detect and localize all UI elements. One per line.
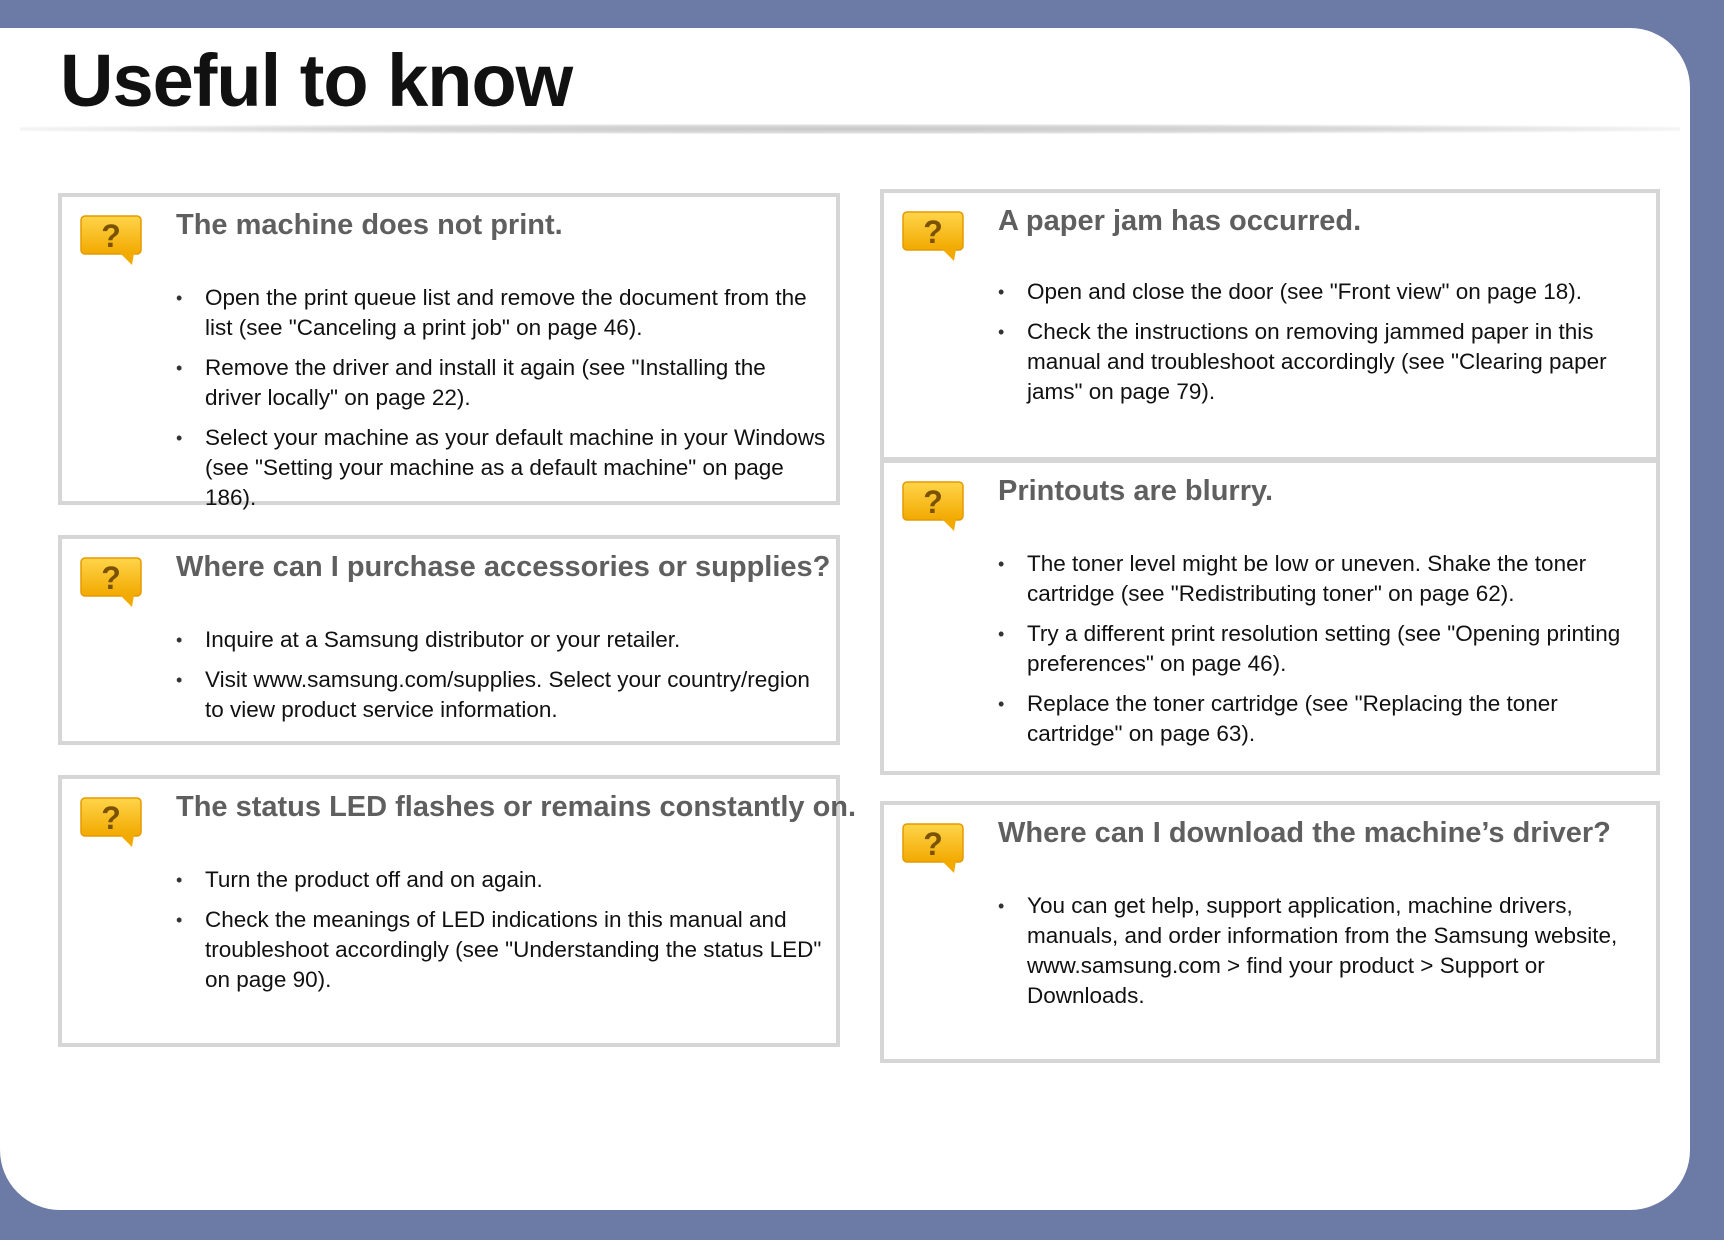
- question-icon: [80, 557, 142, 607]
- faq-answer-item: • Replace the toner cartridge (see "Replacing the toner cartridge" on page 63).: [998, 689, 1646, 749]
- svg-text:?: ?: [101, 800, 121, 836]
- faq-question: Where can I purchase accessories or supplies?: [176, 551, 831, 583]
- faq-answer-item: • Check the instructions on removing jammed paper in this manual and troubleshoot accordingly (see "Clearing paper jams" on page 79).: [998, 317, 1646, 407]
- faq-answer-item: • Turn the product off and on again.: [176, 865, 826, 895]
- question-icon: [902, 481, 964, 531]
- faq-question: Printouts are blurry.: [998, 475, 1274, 507]
- faq-answer-item: • Open and close the door (see "Front view" on page 18).: [998, 277, 1646, 307]
- faq-box-machine-not-print: [58, 193, 840, 510]
- faq-answer-item: • Try a different print resolution setting (see "Opening printing preferences" on page 46).: [998, 619, 1646, 679]
- svg-text:?: ?: [923, 484, 943, 520]
- faq-answer-list: [176, 283, 826, 523]
- faq-box-paper-jam: [880, 189, 1660, 461]
- faq-answer-item: • Visit www.samsung.com/supplies. Select your country/region to view product service information.: [176, 665, 826, 725]
- faq-answer-item: • You can get help, support application, machine drivers, manuals, and order information from the Samsung website, www.samsung.com > find your product > Support or Downloads.: [998, 891, 1646, 1011]
- faq-question: The machine does not print.: [176, 209, 563, 241]
- faq-answer-item: • The toner level might be low or uneven. Shake the toner cartridge (see "Redistributing toner" on page 62).: [998, 549, 1646, 609]
- faq-answer-item: • Open the print queue list and remove the document from the list (see "Canceling a print job" on page 46).: [176, 283, 826, 343]
- question-icon: [902, 823, 964, 873]
- faq-answer-list: [998, 891, 1646, 1021]
- faq-answer-list: [998, 549, 1646, 759]
- faq-answer-list: [176, 865, 826, 1005]
- question-icon: [80, 797, 142, 847]
- title-divider: [20, 124, 1680, 134]
- faq-question: The status LED flashes or remains constantly on.: [176, 791, 857, 823]
- svg-text:?: ?: [923, 214, 943, 250]
- faq-answer-list: [176, 625, 826, 735]
- faq-box-blurry-printouts: [880, 459, 1660, 775]
- svg-text:?: ?: [101, 560, 121, 596]
- svg-text:?: ?: [101, 218, 121, 254]
- faq-answer-item: • Select your machine as your default machine in your Windows (see "Setting your machine as a default machine" on page 186).: [176, 423, 826, 513]
- faq-answer-item: • Remove the driver and install it again (see "Installing the driver locally" on page 22).: [176, 353, 826, 413]
- faq-answer-item: • Inquire at a Samsung distributor or your retailer.: [176, 625, 826, 655]
- faq-answer-item: • Check the meanings of LED indications in this manual and troubleshoot accordingly (see "Understanding the status LED" on page 90).: [176, 905, 826, 995]
- svg-text:?: ?: [923, 826, 943, 862]
- question-icon: [80, 215, 142, 265]
- faq-box-purchase-supplies: [58, 535, 840, 745]
- question-icon: [902, 211, 964, 261]
- faq-question: A paper jam has occurred.: [998, 205, 1362, 237]
- faq-box-status-led: [58, 775, 857, 1047]
- faq-box-download-driver: [880, 801, 1660, 1063]
- faq-question: Where can I download the machine’s driver?: [998, 817, 1611, 849]
- manual-page: [0, 28, 1690, 1210]
- faq-answer-list: [998, 277, 1646, 417]
- page-title: Useful to know: [60, 39, 573, 122]
